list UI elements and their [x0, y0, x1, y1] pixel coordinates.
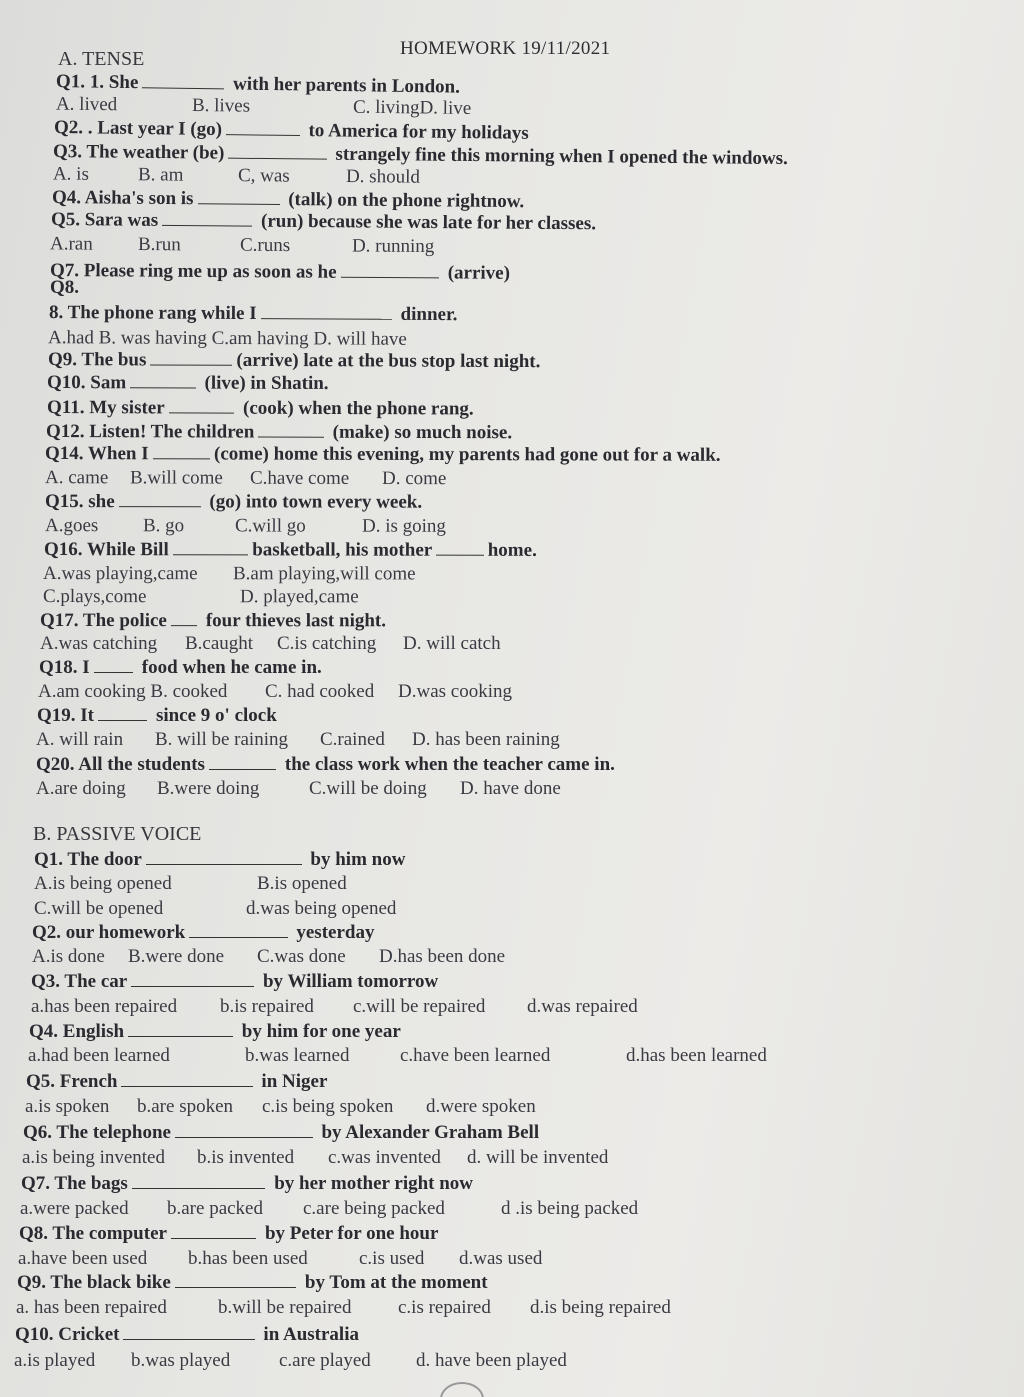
- answer-options-line: [0, 1096, 1000, 1120]
- answer-option: b.has been used: [188, 1248, 308, 1269]
- answer-option: B. will be raining: [155, 729, 288, 750]
- answer-option: C. livingD. live: [352, 96, 472, 119]
- answer-blank: [226, 133, 300, 136]
- answer-options-line: [0, 233, 1000, 264]
- answer-option: B.will come: [129, 467, 223, 489]
- answer-option: a.had been learned: [28, 1045, 170, 1066]
- answer-blank: [121, 1085, 252, 1087]
- answer-options-line: [0, 996, 1000, 1020]
- question-text: Q4. English: [29, 1021, 125, 1042]
- question-text: Q1. 1. She: [55, 71, 139, 94]
- answer-option: C.rained: [320, 729, 385, 750]
- answer-option: C.will be opened: [34, 898, 164, 919]
- answer-options-line: [0, 586, 1000, 611]
- answer-option: B.were doing: [157, 778, 260, 799]
- answer-option: C.will be doing: [309, 778, 427, 799]
- section-tense-title: A. TENSE: [58, 48, 145, 70]
- answer-options-line: [0, 681, 1000, 705]
- question-text: food when he came in.: [137, 657, 322, 678]
- question-text: Q2. our homework: [32, 922, 186, 943]
- answer-options-line: [0, 467, 1000, 494]
- answer-options-line: [0, 515, 1000, 541]
- answer-option: C. had cooked: [265, 681, 375, 702]
- question-text: Q16. While Bill: [43, 539, 169, 561]
- answer-option: b.was played: [131, 1350, 231, 1371]
- question-text: basketball, his mother: [252, 539, 433, 561]
- question-text: Q7. Please ring me up as soon as he: [49, 260, 337, 283]
- answer-option: C.will go: [234, 515, 306, 537]
- answer-blank: [258, 436, 324, 438]
- question-text: Q8. The computer: [19, 1223, 167, 1244]
- answer-blank: [189, 936, 287, 938]
- answer-blank: [146, 863, 302, 865]
- answer-option: D. should: [345, 166, 420, 188]
- question-line: [54, 117, 529, 145]
- question-text: by William tomorrow: [258, 971, 439, 992]
- answer-option: B.run: [137, 233, 181, 256]
- question-text: by Alexander Graham Bell: [316, 1122, 540, 1143]
- question-text: Q12. Listen! The children: [45, 421, 255, 443]
- answer-blank: [153, 457, 210, 459]
- answer-blank: [173, 553, 248, 555]
- question-text: by her mother right now: [269, 1173, 474, 1194]
- answer-blank: [171, 624, 197, 626]
- answer-option: c.was invented: [328, 1147, 441, 1168]
- question-text: Q18. I: [39, 657, 90, 678]
- question-text: Q19. It: [37, 705, 94, 726]
- answer-option: d.is being repaired: [530, 1297, 671, 1318]
- question-text: (go) into town every week.: [204, 491, 423, 513]
- question-line: [51, 209, 596, 235]
- answer-option: A.goes: [44, 515, 99, 537]
- answer-blank: [228, 157, 326, 160]
- answer-option: b.will be repaired: [218, 1297, 352, 1318]
- answer-blank: [436, 554, 484, 556]
- answer-option: B.caught: [185, 633, 254, 654]
- question-text: Q17. The police: [39, 610, 167, 632]
- question-line: [26, 1071, 327, 1093]
- question-text: Q5. Sara was: [50, 209, 159, 231]
- answer-option: A.ran: [49, 233, 93, 255]
- answer-blank: [131, 985, 254, 987]
- answer-option: a.is played: [14, 1350, 96, 1371]
- question-text: with her parents in London.: [228, 73, 461, 98]
- answer-option: c.is repaired: [398, 1297, 491, 1318]
- question-line: [47, 372, 329, 395]
- question-text: home.: [487, 539, 537, 561]
- answer-option: A.was catching: [40, 633, 158, 654]
- question-text: strangely fine this morning when I opened the windows.: [330, 143, 788, 170]
- question-text: Q6. The telephone: [23, 1122, 171, 1143]
- answer-option: A.am cooking B. cooked: [38, 681, 228, 702]
- answer-blank: [162, 224, 252, 227]
- answer-option: B. am: [137, 164, 184, 186]
- question-text: Q8.: [50, 277, 80, 298]
- question-line: [50, 260, 510, 285]
- question-text: Q11. My sister: [46, 397, 165, 419]
- question-text: dinner.: [395, 303, 458, 326]
- question-text: yesterday: [291, 922, 375, 943]
- question-line: [46, 421, 512, 444]
- question-text: by Peter for one hour: [260, 1223, 439, 1244]
- answer-blank: [119, 505, 201, 507]
- question-line: [31, 971, 438, 993]
- answer-option: C.plays,come: [42, 586, 147, 608]
- answer-option: A.was playing,came: [42, 563, 198, 585]
- answer-option: c.is being spoken: [262, 1096, 394, 1117]
- answer-blank: [132, 1187, 266, 1189]
- answer-option: d .is being packed: [501, 1198, 639, 1219]
- question-line: [32, 922, 374, 944]
- question-line: [34, 849, 405, 871]
- answer-option: a.have been used: [18, 1248, 148, 1269]
- question-text: Q5. French: [26, 1071, 118, 1092]
- answer-option: D. will catch: [403, 633, 501, 654]
- answer-blank: [209, 768, 276, 770]
- answer-blank: [169, 411, 235, 413]
- answer-option: B.am playing,will come: [232, 563, 416, 585]
- answer-option: D. have done: [460, 778, 561, 799]
- question-line: [23, 1122, 539, 1144]
- answer-option: d.was used: [459, 1248, 543, 1269]
- question-text: by him now: [305, 849, 406, 870]
- answer-blank: [128, 1035, 233, 1037]
- answer-options-line: [0, 1350, 1000, 1374]
- answer-option: D. is going: [361, 515, 446, 537]
- answer-options-line: [0, 633, 1000, 657]
- question-text: by Tom at the moment: [300, 1272, 488, 1293]
- question-text: (come) home this evening, my parents had gone out for a walk.: [214, 443, 721, 466]
- answer-option: c.will be repaired: [353, 996, 486, 1017]
- answer-option: D. running: [351, 235, 435, 258]
- answer-options-line: [0, 898, 1000, 922]
- question-line: [19, 1223, 438, 1245]
- answer-option: A. will rain: [36, 729, 124, 750]
- answer-option: b.are packed: [167, 1198, 263, 1219]
- answer-option: A. is: [52, 163, 90, 185]
- answer-option: c.have been learned: [400, 1045, 551, 1066]
- answer-blank: [130, 386, 196, 388]
- question-text: Q9. The bus: [47, 349, 147, 371]
- answer-option: B.is opened: [257, 873, 347, 894]
- question-text: (talk) on the phone rightnow.: [283, 189, 525, 213]
- question-line: [44, 539, 537, 562]
- answer-blank: [142, 86, 224, 89]
- answer-option: b.is repaired: [220, 996, 314, 1017]
- answer-options-line: [0, 1045, 1000, 1069]
- question-line: [39, 657, 322, 679]
- question-line: [40, 610, 386, 632]
- answer-option: b.are spoken: [137, 1096, 234, 1117]
- answer-option: d. have been played: [416, 1350, 567, 1371]
- homework-header: HOMEWORK 19/11/2021: [400, 38, 611, 59]
- answer-option: a.has been repaired: [31, 996, 178, 1017]
- question-text: Q3. The weather (be): [52, 141, 225, 164]
- answer-option: b.is invented: [197, 1147, 295, 1168]
- answer-options-line: [0, 1198, 1000, 1222]
- question-text: (run) because she was late for her classes.: [256, 210, 597, 235]
- question-line: [45, 491, 422, 514]
- question-text: (arrive) late at the bus stop last night.: [236, 349, 541, 373]
- answer-option: A.had B. was having C.am having D. will have: [47, 327, 407, 350]
- answer-option: d.was being opened: [246, 898, 397, 919]
- question-text: Q4. Aisha's son is: [51, 187, 194, 210]
- answer-blank: [261, 317, 392, 320]
- question-text: Q15. she: [44, 491, 115, 513]
- answer-option: D. has been raining: [412, 729, 560, 750]
- answer-options-line: [0, 1147, 1000, 1171]
- answer-option: c.is used: [359, 1248, 425, 1269]
- answer-option: d. will be invented: [467, 1147, 609, 1168]
- answer-option: c.are being packed: [303, 1198, 445, 1219]
- answer-option: D. played,came: [239, 586, 359, 608]
- answer-option: A. came: [44, 467, 109, 489]
- answer-option: a. has been repaired: [16, 1297, 167, 1318]
- question-text: 8. The phone rang while I: [48, 302, 257, 325]
- answer-blank: [150, 363, 232, 365]
- answer-options-line: [0, 946, 1000, 970]
- answer-option: c.are played: [279, 1350, 371, 1371]
- question-text: (arrive): [442, 262, 511, 284]
- question-line: [36, 754, 615, 776]
- answer-blank: [175, 1136, 313, 1138]
- answer-options-line: [0, 873, 1000, 897]
- question-text: to America for my holidays: [303, 120, 529, 144]
- question-text: Q10. Sam: [46, 372, 127, 394]
- question-line: [17, 1272, 488, 1294]
- question-line: [37, 705, 277, 727]
- answer-option: C.runs: [239, 234, 291, 257]
- question-text: Q7. The bags: [21, 1173, 128, 1194]
- answer-option: a.is spoken: [25, 1096, 110, 1117]
- question-text: (live) in Shatin.: [199, 372, 329, 394]
- answer-option: B. lives: [191, 95, 251, 117]
- question-text: the class work when the teacher came in.: [280, 754, 615, 775]
- answer-option: D. come: [381, 468, 447, 490]
- question-line: [50, 277, 79, 299]
- question-text: in Australia: [258, 1324, 359, 1345]
- answer-blank: [123, 1338, 254, 1340]
- page-edge-mark: [440, 1382, 484, 1397]
- answer-options-line: [0, 778, 1000, 802]
- question-line: [45, 443, 721, 467]
- section-passive-title: B. PASSIVE VOICE: [33, 823, 202, 845]
- question-text: in Niger: [256, 1071, 328, 1092]
- question-text: (cook) when the phone rang.: [238, 397, 474, 420]
- question-text: since 9 o' clock: [151, 705, 277, 726]
- answer-option: B.were done: [128, 946, 225, 967]
- answer-blank: [341, 276, 439, 279]
- answer-option: A.is being opened: [34, 873, 172, 894]
- answer-option: d.has been learned: [626, 1045, 767, 1066]
- question-line: [48, 349, 540, 373]
- question-line: [15, 1324, 359, 1346]
- answer-option: a.is being invented: [22, 1147, 165, 1168]
- answer-option: A.are doing: [36, 778, 126, 799]
- answer-option: a.were packed: [20, 1198, 129, 1219]
- question-text: four thieves last night.: [201, 610, 387, 632]
- answer-option: A. lived: [55, 93, 118, 116]
- answer-option: C.was done: [257, 946, 346, 967]
- answer-blank: [197, 202, 279, 205]
- answer-option: C.is catching: [277, 633, 377, 654]
- question-text: Q14. When I: [44, 443, 149, 465]
- answer-blank: [171, 1237, 256, 1239]
- question-line: [29, 1021, 401, 1043]
- question-text: by him for one year: [237, 1021, 401, 1042]
- question-text: Q10. Cricket: [15, 1324, 120, 1345]
- question-text: Q1. The door: [34, 849, 142, 870]
- question-text: Q9. The black bike: [17, 1272, 171, 1293]
- question-text: Q20. All the students: [36, 754, 205, 775]
- answer-options-line: [0, 1248, 1000, 1272]
- answer-option: d.were spoken: [426, 1096, 536, 1117]
- answer-option: B. go: [142, 515, 185, 537]
- question-line: [21, 1173, 473, 1195]
- answer-blank: [98, 719, 147, 721]
- question-text: (make) so much noise.: [327, 421, 513, 444]
- question-text: Q3. The car: [31, 971, 128, 992]
- question-text: Q2. . Last year I (go): [53, 117, 223, 141]
- question-line: [49, 302, 458, 326]
- answer-option: A.is done: [32, 946, 105, 967]
- answer-options-line: [0, 1297, 1000, 1321]
- question-line: [47, 397, 474, 420]
- answer-options-line: [0, 729, 1000, 753]
- answer-option: C, was: [237, 165, 290, 187]
- answer-blank: [94, 671, 133, 673]
- answer-option: d.was repaired: [527, 996, 638, 1017]
- answer-option: C.have come: [249, 467, 350, 489]
- answer-options-line: [0, 563, 1000, 588]
- answer-option: b.was learned: [245, 1045, 350, 1066]
- answer-blank: [175, 1286, 296, 1288]
- answer-option: D.has been done: [379, 946, 506, 967]
- answer-option: D.was cooking: [398, 681, 512, 702]
